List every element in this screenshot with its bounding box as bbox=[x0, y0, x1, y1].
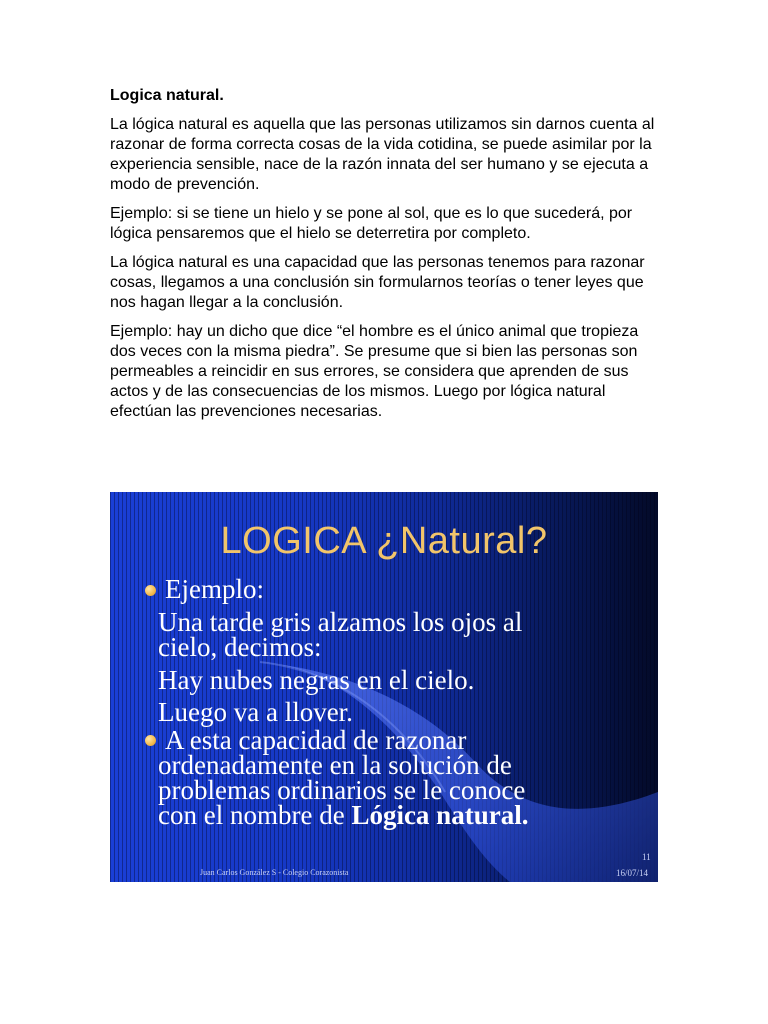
bullet-icon bbox=[145, 735, 156, 746]
bullet1-line: Una tarde gris alzamos los ojos al bbox=[158, 607, 523, 637]
slide-footer: Juan Carlos González S - Colegio Corazonista bbox=[200, 868, 349, 877]
bullet2-line: problemas ordinarios se le conoce bbox=[158, 775, 526, 805]
bullet1-line: Luego va a llover. bbox=[158, 697, 353, 727]
bullet2-last-line-text: con el nombre de bbox=[158, 800, 352, 830]
bullet2-last-line bbox=[158, 800, 528, 830]
paragraph-example-saying: Ejemplo: hay un dicho que dice “el hombre es el único animal que tropieza dos veces con la misma piedra”. Se presume que si bien las personas son permeables a reincidir en sus errores, se considera que aprenden de sus actos y de las consecuencias de los mismos. Luego por lógica natural efectúan las prevenciones necesarias. bbox=[110, 323, 639, 420]
bullet1-line: cielo, decimos: bbox=[158, 632, 322, 662]
paragraph-example-ice: Ejemplo: si se tiene un hielo y se pone al sol, que es lo que sucederá, por lógica pensaremos que el hielo se deterretira por completo. bbox=[110, 205, 633, 242]
paragraph-definition: La lógica natural es aquella que las personas utilizamos sin darnos cuenta al razonar de forma correcta cosas de la vida cotidina, se puede asimilar por la experiencia sensible, nace de la razón innata del ser humano y se ejecuta a modo de prevención. bbox=[110, 116, 655, 193]
bullet1-heading: Ejemplo: bbox=[165, 574, 264, 604]
bullet2-bold-term: Lógica natural. bbox=[351, 800, 529, 830]
slide-page-number: 11 bbox=[642, 852, 651, 862]
bullet2-line: ordenadamente en la solución de bbox=[158, 750, 512, 780]
paragraph-capacity: La lógica natural es una capacidad que las personas tenemos para razonar cosas, llegamos a una conclusión sin formularnos teorías o tener leyes que nos hagan llegar a la conclusión. bbox=[110, 254, 645, 311]
bullet-icon bbox=[145, 585, 156, 596]
slide-image bbox=[110, 492, 658, 882]
document-body bbox=[110, 86, 658, 431]
bullet2-line: A esta capacidad de razonar bbox=[165, 725, 467, 755]
slide-date: 16/07/14 bbox=[616, 868, 649, 878]
slide-title: LOGICA ¿Natural? bbox=[220, 520, 548, 562]
bullet1-line: Hay nubes negras en el cielo. bbox=[158, 665, 475, 695]
document-title: Logica natural. bbox=[110, 87, 224, 104]
